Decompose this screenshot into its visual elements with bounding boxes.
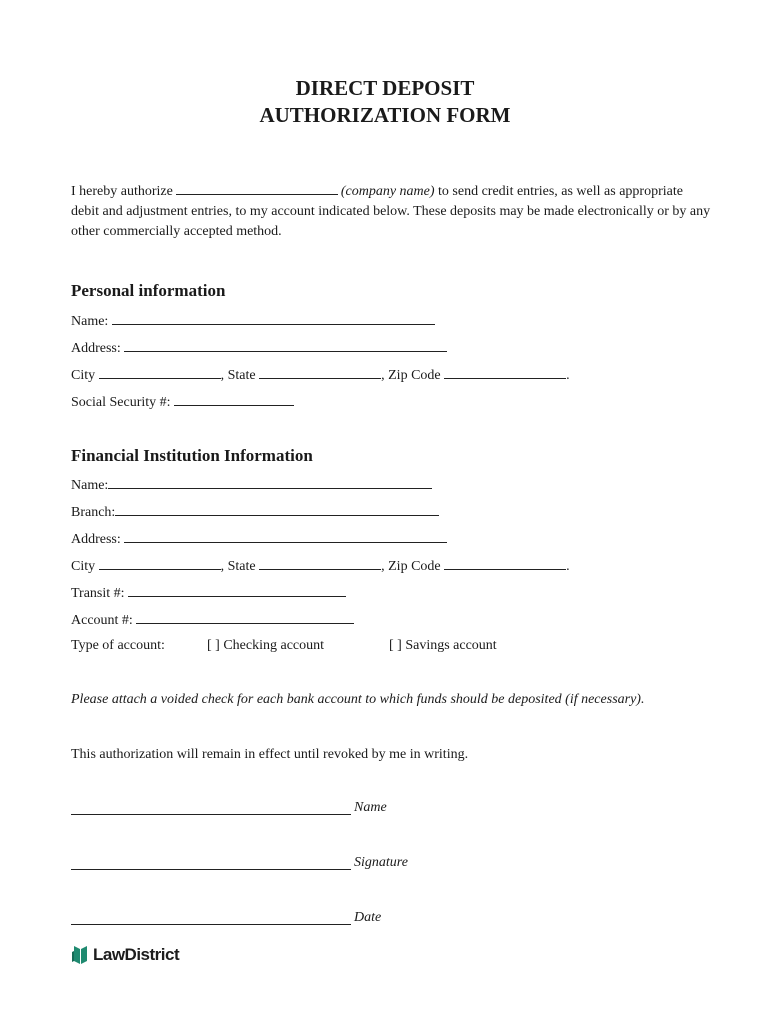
personal-city-label: City xyxy=(71,368,96,383)
signature-line[interactable] xyxy=(71,869,351,870)
financial-transit-label: Transit #: xyxy=(71,586,125,601)
personal-address-field[interactable] xyxy=(124,338,447,352)
company-name-blank[interactable] xyxy=(176,181,338,195)
lawdistrict-logo-text: LawDistrict xyxy=(93,945,180,964)
personal-address-row xyxy=(71,338,447,358)
date-line[interactable] xyxy=(71,924,351,925)
financial-name-label: Name: xyxy=(71,478,109,493)
personal-state-label: , State xyxy=(220,368,256,383)
financial-city-label: City xyxy=(71,559,96,574)
personal-zip-end: . xyxy=(566,368,570,383)
personal-ssn-row xyxy=(71,392,294,412)
personal-ssn-label: Social Security #: xyxy=(71,395,171,410)
personal-zip-label: , Zip Code xyxy=(381,368,441,383)
personal-state-field[interactable] xyxy=(259,365,381,379)
printed-name-label: Name xyxy=(354,800,387,815)
voided-check-note: Please attach a voided check for each bank account to which funds should be deposited (if necessary). xyxy=(71,692,645,707)
financial-zip-label: , Zip Code xyxy=(381,559,441,574)
financial-account-label: Account #: xyxy=(71,613,133,628)
revocation-note: This authorization will remain in effect until revoked by me in writing. xyxy=(71,747,469,762)
financial-zip-end: . xyxy=(566,559,570,574)
account-type-label: Type of account: xyxy=(71,638,165,653)
financial-transit-field[interactable] xyxy=(128,583,346,597)
financial-zip-field[interactable] xyxy=(444,556,566,570)
financial-city-field[interactable] xyxy=(99,556,221,570)
personal-ssn-field[interactable] xyxy=(174,392,294,406)
financial-transit-row xyxy=(71,583,346,603)
form-title-line2: AUTHORIZATION FORM xyxy=(259,103,511,127)
financial-address-field[interactable] xyxy=(124,529,447,543)
personal-name-field[interactable] xyxy=(112,311,435,325)
financial-name-field[interactable] xyxy=(108,475,432,489)
company-name-hint: (company name) xyxy=(340,184,435,199)
intro-suffix: to send credit entries, as well as appropriate debit and adjustment entries, to my account indicated below. These deposits may be made electronically or by any other commercially accepted method. xyxy=(71,184,711,239)
checking-account-option[interactable]: [ ] Checking account xyxy=(207,638,325,653)
financial-address-label: Address: xyxy=(71,532,121,547)
financial-account-row xyxy=(71,610,354,630)
signature-label: Signature xyxy=(354,855,408,870)
personal-name-label: Name: xyxy=(71,314,109,329)
financial-state-field[interactable] xyxy=(259,556,381,570)
form-title-line1: DIRECT DEPOSIT xyxy=(295,76,475,100)
financial-state-label: , State xyxy=(220,559,256,574)
intro-prefix: I hereby authorize xyxy=(71,184,173,199)
savings-account-option[interactable]: [ ] Savings account xyxy=(389,638,497,653)
intro-paragraph xyxy=(71,181,711,242)
financial-branch-field[interactable] xyxy=(115,502,439,516)
personal-name-row xyxy=(71,311,435,331)
personal-address-label: Address: xyxy=(71,341,121,356)
financial-branch-label: Branch: xyxy=(71,505,116,520)
financial-name-row xyxy=(71,475,432,495)
financial-city-row xyxy=(71,556,570,576)
financial-branch-row xyxy=(71,502,439,522)
printed-name-line[interactable] xyxy=(71,814,351,815)
date-label: Date xyxy=(354,910,382,925)
lawdistrict-logo-icon xyxy=(70,944,90,966)
financial-info-heading: Financial Institution Information xyxy=(71,446,313,465)
personal-city-row xyxy=(71,365,570,385)
personal-zip-field[interactable] xyxy=(444,365,566,379)
financial-account-field[interactable] xyxy=(136,610,354,624)
personal-city-field[interactable] xyxy=(99,365,221,379)
lawdistrict-logo xyxy=(70,944,179,966)
personal-info-heading: Personal information xyxy=(71,281,226,300)
financial-address-row xyxy=(71,529,447,549)
